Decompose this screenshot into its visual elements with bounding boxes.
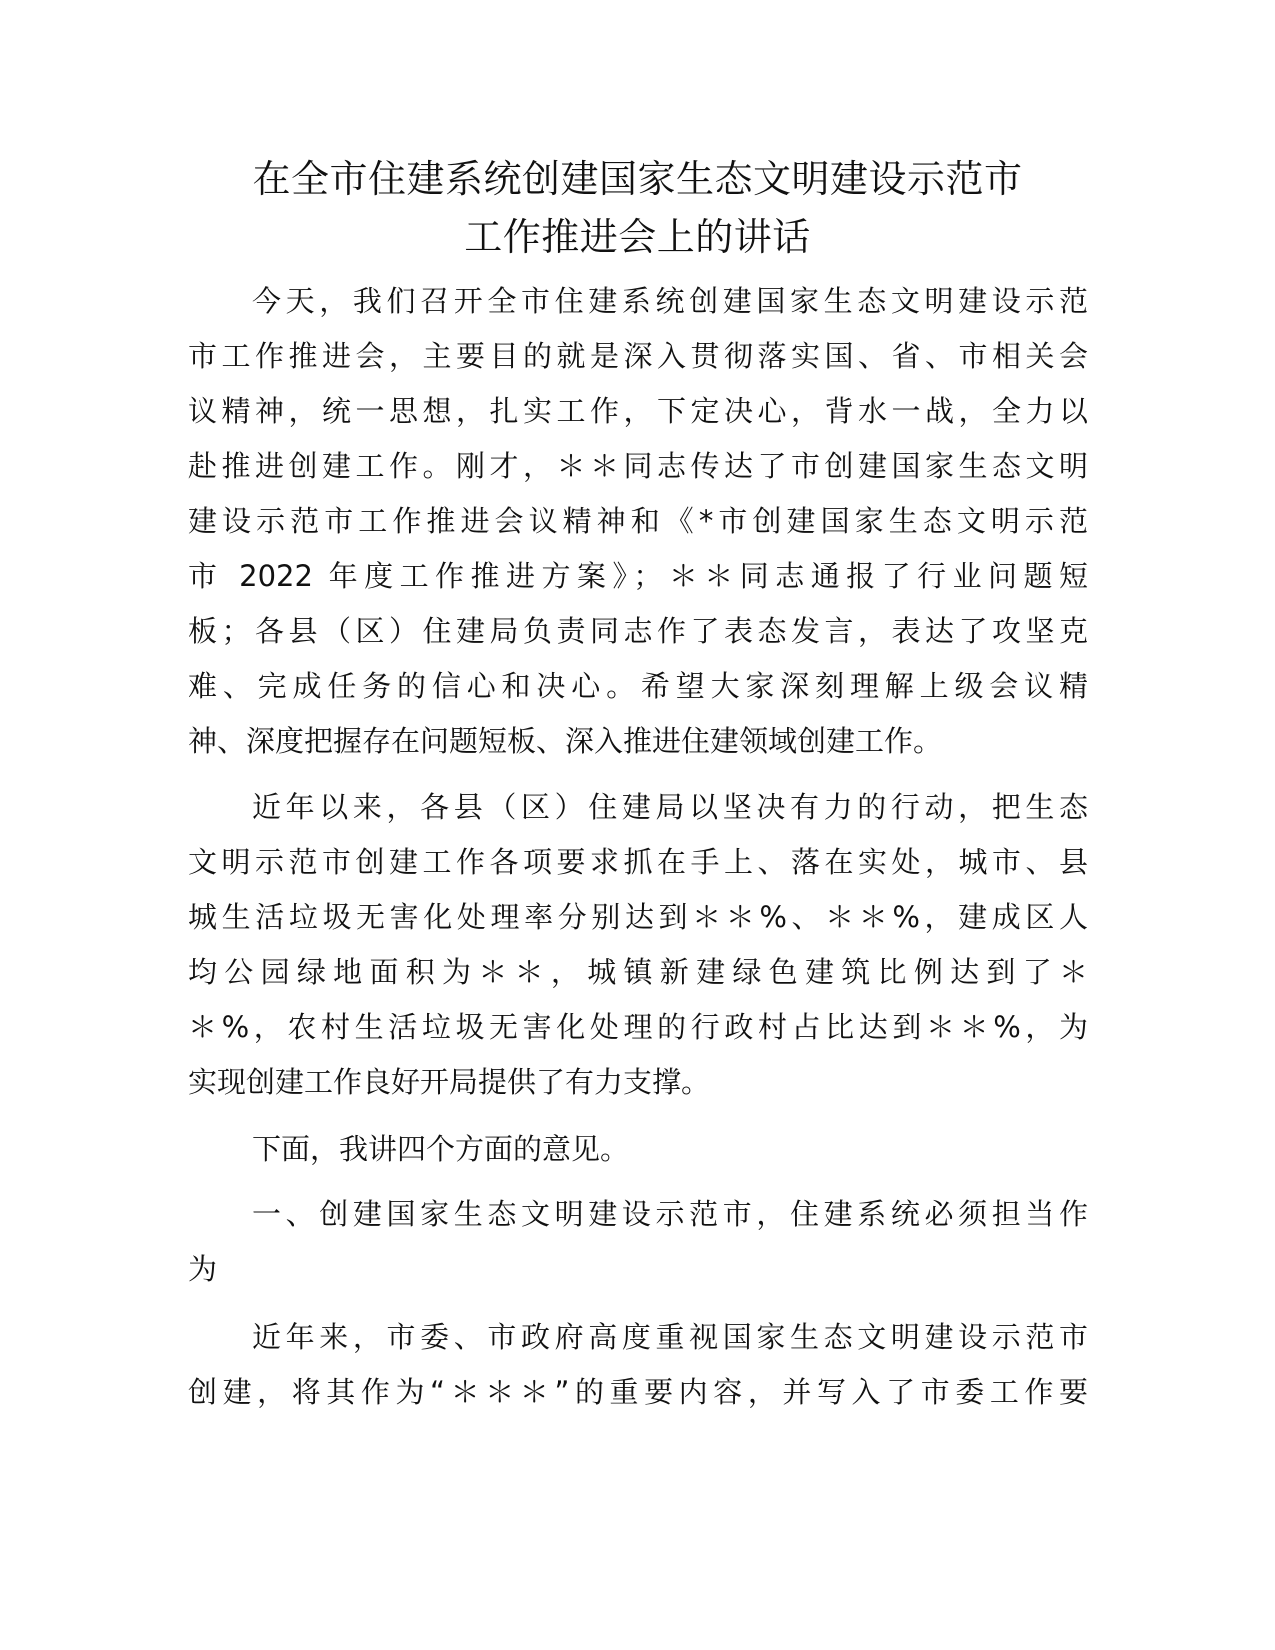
text-line: 板；各县（区）住建局负责同志作了表态发言，表达了攻坚克 [188, 614, 1088, 648]
text-line: 近年来，市委、市政府高度重视国家生态文明建设示范市 [252, 1320, 1088, 1354]
text-line: 近年以来，各县（区）住建局以坚决有力的行动，把生态 [252, 790, 1088, 824]
text-line: 创建，将其作为“＊＊＊”的重要内容，并写入了市委工作要 [188, 1375, 1088, 1409]
document-title-line-2: 工作推进会上的讲话 [464, 215, 811, 259]
text-line: 为 [188, 1252, 218, 1286]
text-line: ＊%，农村生活垃圾无害化处理的行政村占比达到＊＊%，为 [188, 1010, 1088, 1044]
text-line: 一、创建国家生态文明建设示范市，住建系统必须担当作 [252, 1197, 1088, 1231]
text-line: 下面，我讲四个方面的意见。 [252, 1132, 630, 1166]
text-line: 文明示范市创建工作各项要求抓在手上、落在实处，城市、县 [188, 845, 1088, 879]
text-line: 市工作推进会，主要目的就是深入贯彻落实国、省、市相关会 [188, 339, 1088, 373]
text-line: 城生活垃圾无害化处理率分别达到＊＊%、＊＊%，建成区人 [188, 900, 1088, 934]
text-line: 市 2022 年度工作推进方案》；＊＊同志通报了行业问题短 [188, 559, 1088, 593]
text-line: 赴推进创建工作。刚才，＊＊同志传达了市创建国家生态文明 [188, 449, 1088, 483]
text-line: 难、完成任务的信心和决心。希望大家深刻理解上级会议精 [188, 669, 1088, 703]
text-line: 神、深度把握存在问题短板、深入推进住建领域创建工作。 [188, 724, 943, 758]
text-line: 今天，我们召开全市住建系统创建国家生态文明建设示范 [252, 284, 1088, 318]
text-line: 议精神，统一思想，扎实工作，下定决心，背水一战，全力以 [188, 394, 1088, 428]
text-line: 建设示范市工作推进会议精神和《*市创建国家生态文明示范 [188, 504, 1088, 538]
text-line: 实现创建工作良好开局提供了有力支撑。 [188, 1065, 711, 1099]
document-title-line-1: 在全市住建系统创建国家生态文明建设示范市 [252, 157, 1023, 201]
text-line: 均公园绿地面积为＊＊，城镇新建绿色建筑比例达到了＊ [188, 955, 1088, 989]
